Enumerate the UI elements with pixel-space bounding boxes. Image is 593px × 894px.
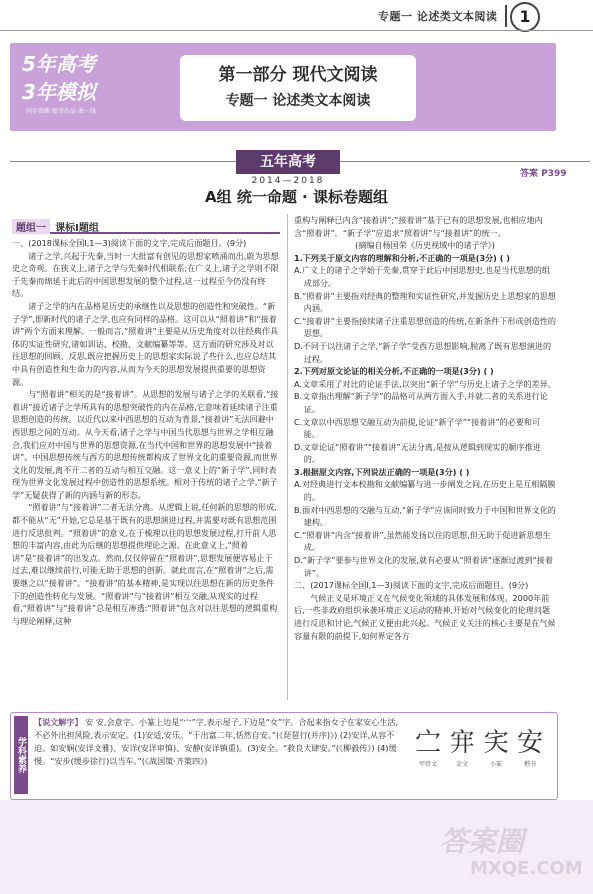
right_col-paragraph: D.“新子学”要参与世界文化的发展,就有必要从“照着讲”逐渐过渡到“接着讲”。 [294,555,553,578]
column-divider [287,214,288,700]
group-label: 课标Ⅰ题组 [55,223,99,234]
glyph-form [412,722,444,768]
header-separator [505,5,507,27]
group-tag: 题组一 [12,219,50,234]
glyph-form [446,722,478,768]
section-years: 2014—2018 [251,176,325,186]
watermark-url: MXQE.COM [470,858,583,879]
glyph-label: 金文 [455,761,468,768]
right-column [294,214,556,700]
topic-title: 专题一 论述类文本阅读 [225,93,371,109]
logo-line-1: 5年高考 [22,52,96,76]
glyph-label: 小篆 [489,761,502,768]
answer-reference: 答案 P399 [520,169,567,179]
left_col-paragraph: “照着讲”与“接着讲”二者无法分离。从逻辑上说,任何新的思想的形成,都不能从“无”开始,它总是基于既有的思想演进过程,并需要对既有思想范围进行反思批判。“照着讲”的意义,在于梳理以往的思想发展过程,打开前人思想的丰富内容,由此为后继的思想提供理论之源。在此意义上,“照着讲”是“接着讲”的出发点。然而,仅仅停留在“照着讲”,思想发展便容易止于过去,难以继续前行,可能无助于思想的创新。就此而言,在“照着讲”之后,需要继之以“接着讲”。“接着讲”的基本精神,是实现以往思想在新的历史条件下的创造性转化与发展。“照着讲”与“接着讲”相互交融,从现实的过程看,“照着讲”与“接着讲”总是相互渗透:“照着讲”包含对以往思想的逻辑重构与理论阐释,这种 [12,502,278,626]
part-title: 第一部分 现代文阅读 [218,65,378,85]
question-group-heading [12,216,280,234]
page-number: 1 [510,2,540,32]
right_col-paragraph: D.文章论证“照着讲”“接着讲”无法分离,是按从逻辑到现实的顺序推进的。 [294,441,541,465]
glyph-label: 楷书 [523,761,536,768]
left_col-paragraph: 与“照着讲”相关的是“接着讲”。从思想的发展与诸子之学的关联看,“接着讲”接近诸子之学所具有的思想突破性的内在品格,它意味着延续诸子注重思想创造的传统。以近代以来中西思想的互动为背景,“接着讲”无法回避中西思想之间的互动。从今天看,诸子之学与中国当代思想与世界之学相互融合,我们应对中国与世界的思想资源,在当代中国和世界的思想发展中“接着讲”。中国思想传统与西方的思想传统都构成了世界文化的重要资源,而世界文化的发展,离不开二者的互动与相互交融。这一意义上的“新子学”,同时表现为世界文化发展过程中创造性的思想系统。相对于传统的诸子之学,“新子学”无疑获得了新的内涵与新的形态。 [12,389,279,500]
right_col-paragraph: 重构与阐释已内含“接着讲”;“接着讲”基于已有的思想发展,也相应地内含“照着讲”。“新子学”应追求“照着讲”与“接着讲”的统一。 [294,215,543,238]
glyph-char: 宎 [482,728,509,758]
glyph-evolution [412,722,552,788]
publisher-logo [22,48,118,120]
left-column [12,237,280,700]
note-body: 安 安,会意字。小篆上边是“宀”字,表示屋子,下边是“女”字。合起来指女子在家安心生活,不必外出担风险,表示安定。(1)安适,安乐。“于出富二年,恬然自安。”(《琵琶行(并序)》) (2)安详,从容不迫。如安娴(安详文雅)、安详(安详审慎)、安静(安详镇重)。(3)安全。“救良大肆安。”(《柳毅传》) (4)缓慢。“安步(缓步徐行)以当车。”(《战国策·齐策四》) [34,717,399,766]
right_col-paragraph: C.文章以中西思想交融互动为前提,论证“新子学”“接着讲”的必要和可能。 [294,416,541,440]
glyph-form [480,722,512,768]
left_col-paragraph: 诸子之学,兴起于先秦,当时一大批富有创见的思想家喷涌而出,蔚为思想史之奇观。在狭义上,诸子之学与先秦时代相联系;在广义上,诸子之学则不限于先秦而绵延于此后的中国思想发展的整个过程,这一过程至今仍没有终结。 [12,250,279,299]
right_col-paragraph: A.对经典进行文本校勘和文献编纂与进一步阐发之间,在历史上是互相隔膜的。 [294,479,556,503]
section-ribbon: 五年高考 [236,150,340,174]
right_col-paragraph: C.“接着讲”主要指接续诸子注重思想创造的传统,在新条件下形成创造性的思想。 [294,315,556,339]
right_col-paragraph: C.“照着讲”内含“接着讲”,虽然能发扬以往的思想,但无助于促进新思想生成。 [294,529,551,553]
right_col-paragraph: 1.下列关于原文内容的理解和分析,不正确的一项是(3分) ( ) [294,252,510,263]
right_col-paragraph: A.文章采用了对比的论证手法,以突出“新子学”与历史上诸子之学的差异。 [294,378,556,389]
right_col-paragraph: 二、(2017课标全国Ⅰ,1—3)阅读下面的文字,完成后面题目。(9分) [294,580,529,591]
right_col-paragraph: 气候正义是环境正义在气候变化领域的具体发展和体现。2000年前后,一些非政府组织承袭环境正义运动的精神,开始对气候变化的伦理问题进行反思和讨论,气候正义便由此兴起。气候正义关注的核心主要是在气候容量有限的前提下,如何界定各方 [294,592,556,641]
glyph-char: 㝉 [414,728,441,758]
note-label: 【说文解字】 [34,717,83,727]
group-title: A组 统一命题 · 课标卷题组 [205,188,388,206]
header-rule [0,30,593,31]
word-note-text [34,716,406,768]
right_col-paragraph: 2.下列对原文论证的相关分析,不正确的一项是(3分) ( ) [294,366,494,377]
glyph-label: 甲骨文 [418,761,437,768]
right_col-paragraph: B.“照着讲”主要指对经典的整理和实证性研究,并发掘历史上思想家的思想内涵。 [294,290,556,314]
right_col-paragraph: B.面对中西思想的交融与互动,“新子学”应该同时致力于中国和世界文化的建构。 [294,504,556,528]
right_col-paragraph: A.广义上的诸子之学始于先秦,贯穿于此后中国思想史,也是当代思想的组成部分。 [294,265,550,288]
left_col-paragraph: 诸子之学的内在品格是历史的承继性以及思想的创造性和突破性。“新子学”,即新时代的诸子之学,也应有同样的品格。这可以从“照着讲”和“接着讲”两个方面来理解。一般而言,“照着讲”主要是从历史角度对以往经典作具体的实证性研究,诸如训诂、校勘、文献编纂等等。这方面的研究涉及对以往思想的回顾、反思,既应把握历史上的思想家实际说了些什么,也应总结其中具有创造性和生命力的内容,从而为今天的思想发展提供重要的思想资源。 [12,300,279,387]
left_col-paragraph: 一、(2018课标全国Ⅰ,1—3)阅读下面的文字,完成后面题目。(9分) [12,238,247,248]
glyph-char: 安 [516,728,543,758]
watermark-logo: 答案圈 [440,825,525,858]
side-tag: 学科素养 [14,716,28,794]
right_col-paragraph: 3.根据原文内容,下列说法正确的一项是(3分) ( ) [294,466,470,477]
running-header: 专题一 论述类文本阅读 [378,10,498,23]
glyph-form [514,722,546,768]
glyph-char: 宑 [448,728,475,758]
right_col-paragraph: (摘编自杨国荣《历史视域中的诸子学》) [355,240,495,251]
right_col-paragraph: D.不同于以往诸子之学,“新子学”受西方思想影响,脱离了既有思想演进的过程。 [294,340,552,364]
right_col-paragraph: B.文章指出理解“新子学”的品格可从两方面入手,并就二者的关系进行论证。 [294,391,548,414]
logo-line-2: 3年模拟 [22,80,96,104]
logo-small-text: 同步资源 图书出品 曲一线 [26,108,96,115]
